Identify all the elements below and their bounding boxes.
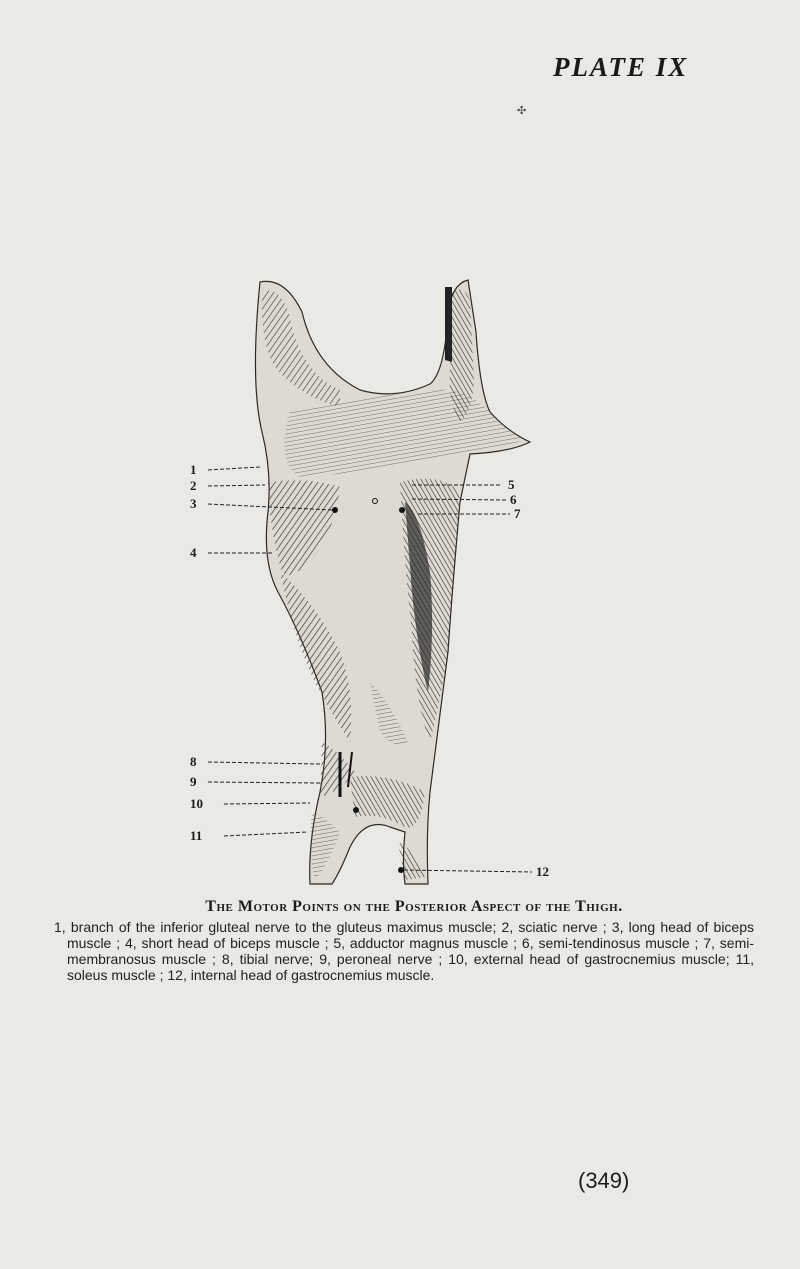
- label-6: 6: [510, 492, 517, 507]
- label-9: 9: [190, 774, 197, 789]
- label-10: 10: [190, 796, 203, 811]
- caption-body: 1, branch of the inferior gluteal nerve to the gluteus maximus muscle; 2, sciatic nerve ; 3, long head of biceps muscle ; 4, short head of biceps muscle ; 5, adductor magnus muscle ; 6, semi-tendinosus muscle ; 7, semi-membranosus muscle ; 8, tibial nerve; 9, peroneal nerve ; 10, external head of gastrocnemius muscle; 11, soleus muscle ; 12, internal head of gastrocnemius muscle.: [54, 919, 754, 983]
- label-12: 12: [536, 864, 549, 879]
- figure-caption: [54, 898, 754, 983]
- label-4: 4: [190, 545, 197, 560]
- label-11: 11: [190, 828, 203, 843]
- label-2: 2: [190, 478, 197, 493]
- plate-title: PLATE IX: [553, 52, 689, 82]
- label-5: 5: [508, 477, 515, 492]
- label-1: 1: [190, 462, 197, 477]
- caption-title: The Motor Points on the Posterior Aspect of the Thigh.: [205, 898, 623, 915]
- label-7: 7: [514, 506, 521, 521]
- label-3: 3: [190, 496, 197, 511]
- ornament-icon: ✣: [517, 105, 527, 117]
- thigh-illustration: [190, 272, 570, 892]
- label-8: 8: [190, 754, 197, 769]
- page-number: (349): [578, 1168, 630, 1193]
